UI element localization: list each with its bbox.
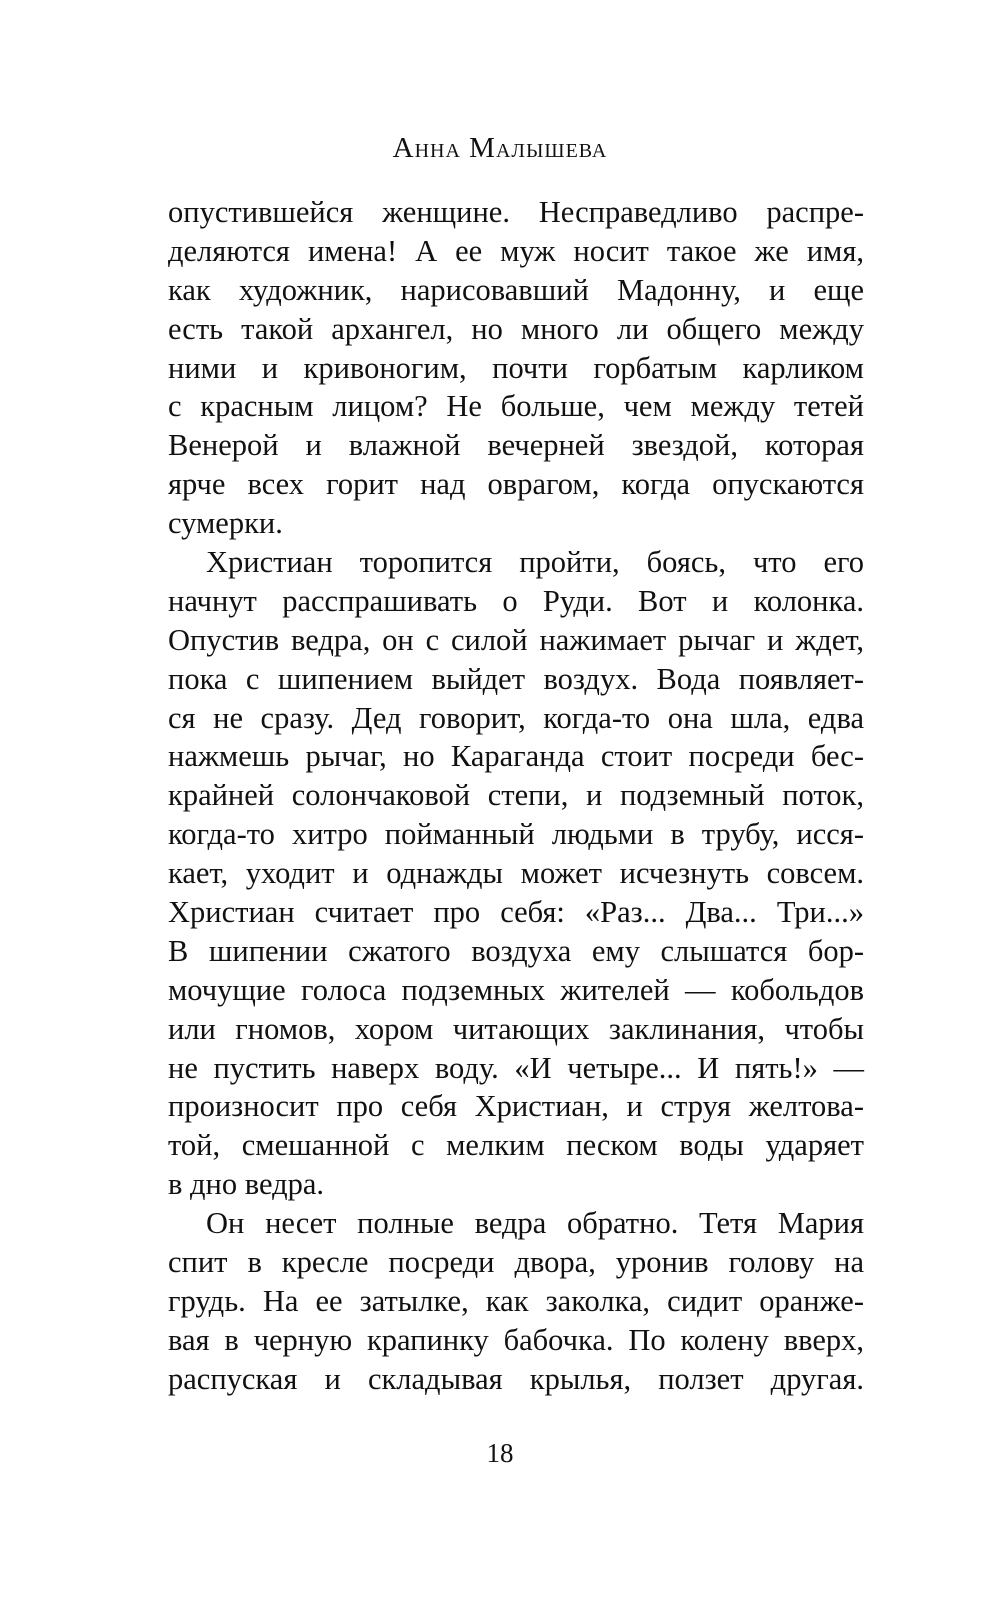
text-line: с красным лицом? Не больше, чем между тетей xyxy=(168,389,864,424)
paragraph-start-line: Он несет полные ведра обратно. Тетя Мария xyxy=(206,1206,864,1241)
text-line: Опустив ведра, он с силой нажимает рычаг и ждет, xyxy=(168,622,864,657)
text-line: кает, уходит и однажды может исчезнуть совсем. xyxy=(168,856,864,891)
paragraph-start-line: Христиан торопится пройти, боясь, что его xyxy=(206,545,864,580)
text-line: есть такой архангел, но много ли общего между xyxy=(168,311,864,346)
text-line: спит в кресле посреди двора, уронив голову на xyxy=(168,1245,864,1280)
text-line: когда-то хитро пойманный людьми в трубу, исся- xyxy=(168,817,864,852)
text-line: начнут расспрашивать о Руди. Вот и колонка. xyxy=(168,583,864,618)
text-line: опустившейся женщине. Несправедливо распре- xyxy=(168,195,864,229)
text-line: той, смешанной с мелким песком воды ударяет xyxy=(168,1128,864,1163)
text-line: крайней солончаковой степи, и подземный поток, xyxy=(168,778,864,813)
text-line: мочущие голоса подземных жителей — кобольдов xyxy=(168,972,864,1007)
text-line: В шипении сжатого воздуха ему слышатся бор- xyxy=(168,933,864,968)
text-line: нажмешь рычаг, но Караганда стоит посреди бес- xyxy=(168,739,864,774)
text-line: произносит про себя Христиан, и струя желтова- xyxy=(168,1089,864,1124)
text-line: грудь. На ее затылке, как заколка, сидит оранже- xyxy=(168,1283,864,1318)
running-head: Анна Малышева xyxy=(392,132,608,164)
page-number: 18 xyxy=(486,1438,514,1468)
text-line: сумерки. xyxy=(168,506,283,541)
text-line: ярче всех горит над оврагом, когда опускаются xyxy=(168,467,864,502)
text-line: или гномов, хором читающих заклинания, чтобы xyxy=(168,1011,864,1046)
text-line: в дно ведра. xyxy=(168,1167,325,1202)
text-line: ними и кривоногим, почти горбатым карликом xyxy=(168,350,864,385)
text-line: не пустить наверх воду. «И четыре... И пять!» — xyxy=(168,1050,864,1085)
text-line: Христиан считает про себя: «Раз... Два... Три...» xyxy=(168,895,864,930)
text-line: ся не сразу. Дед говорит, когда-то она шла, едва xyxy=(168,700,864,735)
text-line: Венерой и влажной вечерней звездой, которая xyxy=(168,428,864,463)
text-line: распуская и складывая крылья, ползет другая. xyxy=(168,1361,864,1396)
body-text xyxy=(168,193,864,1399)
text-line: деляются имена! А ее муж носит такое же имя, xyxy=(168,233,864,268)
text-line: вая в черную крапинку бабочка. По колену вверх, xyxy=(168,1322,864,1357)
text-line: пока с шипением выйдет воздух. Вода появляет- xyxy=(168,661,864,696)
text-line: как художник, нарисовавший Мадонну, и еще xyxy=(168,272,864,307)
